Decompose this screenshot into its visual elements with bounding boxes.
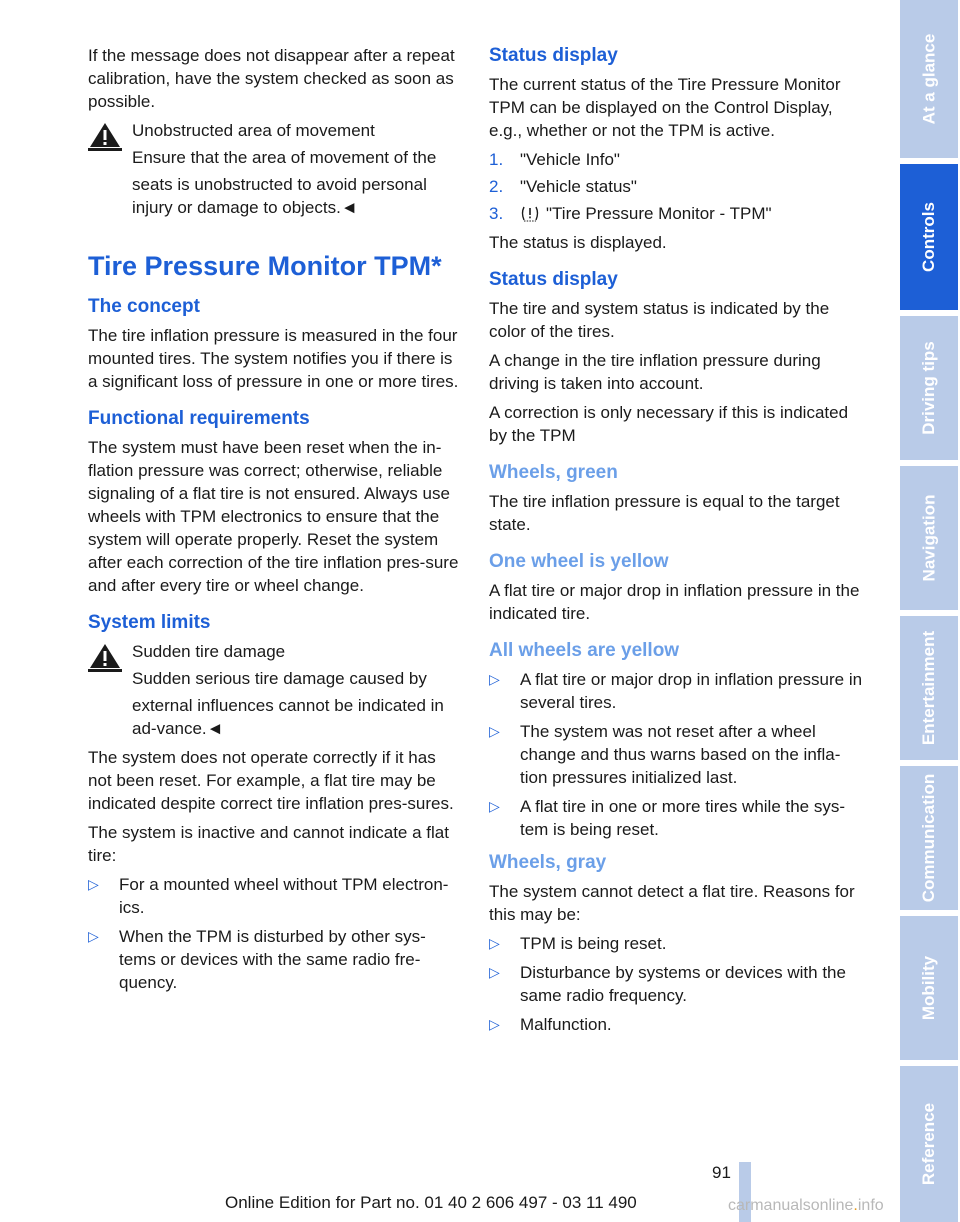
watermark: carmanualsonline.info bbox=[728, 1197, 884, 1214]
left-column bbox=[88, 44, 462, 1000]
concept-text: The tire inflation pressure is measured in the four mounted tires. The system notifies you if there is a significant loss of pressure in one or more tires. bbox=[88, 326, 459, 391]
list-item: ▷ A flat tire or major drop in inflation pressure in several tires. bbox=[489, 670, 863, 712]
footer-edition: Online Edition for Part no. 01 40 2 606 497 - 03 11 490 bbox=[225, 1193, 637, 1212]
warning-text: seats is unobstructed to avoid personal injury or damage to objects.◄ bbox=[132, 175, 427, 217]
heading-requirements: Functional requirements bbox=[88, 408, 310, 429]
list-item: ▷ When the TPM is disturbed by other sys-tems or devices with the same radio fre-quency. bbox=[88, 927, 426, 992]
heading-status-display-1: Status display bbox=[489, 45, 618, 66]
status-after: The status is displayed. bbox=[489, 233, 667, 252]
sidebar-tab-controls[interactable]: Controls bbox=[900, 164, 958, 310]
warning-triangle-icon bbox=[88, 642, 122, 672]
list-item: ▷ A flat tire in one or more tires while the sys-tem is being reset. bbox=[489, 797, 846, 839]
status2-paragraph-3: A correction is only necessary if this is indicated by the TPM bbox=[489, 403, 849, 445]
list-item: ▷ Disturbance by systems or devices with the same radio frequency. bbox=[489, 963, 846, 1005]
chapter-sidebar bbox=[898, 0, 960, 1222]
green-text: The tire inflation pressure is equal to the target state. bbox=[489, 492, 840, 534]
status2-paragraph-2: A change in the tire inflation pressure during driving is taken into account. bbox=[489, 351, 821, 393]
limits-paragraph-1: The system does not operate correctly if it has not been reset. For example, a flat tire may be indicated despite correct tire inflation pres-sures. bbox=[88, 748, 454, 813]
limits-paragraph-2: The system is inactive and cannot indicate a flat tire: bbox=[88, 823, 449, 865]
heading-status-display-2: Status display bbox=[489, 269, 618, 290]
warning-title: Sudden tire damage bbox=[132, 642, 286, 661]
sidebar-tab-at-a-glance[interactable]: At a glance bbox=[900, 0, 958, 158]
heading-wheels-green: Wheels, green bbox=[489, 462, 618, 483]
section-title: Tire Pressure Monitor TPM* bbox=[88, 251, 442, 281]
triangle-bullet-icon: ▷ bbox=[489, 671, 500, 687]
step-item: 1. "Vehicle Info" bbox=[489, 150, 620, 169]
heading-all-wheels-yellow: All wheels are yellow bbox=[489, 640, 680, 661]
heading-one-wheel-yellow: One wheel is yellow bbox=[489, 551, 669, 572]
requirements-text: The system must have been reset when the in-flation pressure was correct; otherwise, reliable signaling of a flat tire is not ensured. Always use wheels with TPM electronics to ensure that the system will operate properly. Reset the system after each correction of the tire inflation pres-sure and after every tire or wheel change. bbox=[88, 438, 459, 595]
warning-text: external influences cannot be indicated in ad-vance.◄ bbox=[132, 696, 444, 738]
list-item: ▷ TPM is being reset. bbox=[489, 934, 667, 953]
list-item: ▷ Malfunction. bbox=[489, 1015, 612, 1034]
status-text: The current status of the Tire Pressure Monitor TPM can be displayed on the Control Display, e.g., whether or not the TPM is active. bbox=[489, 75, 841, 140]
warning-line: Ensure that the area of movement of the bbox=[132, 148, 437, 167]
warning-triangle-icon bbox=[88, 121, 122, 151]
warning-line: Sudden serious tire damage caused by bbox=[132, 669, 427, 688]
triangle-bullet-icon: ▷ bbox=[489, 1016, 500, 1032]
heading-wheels-gray: Wheels, gray bbox=[489, 852, 607, 873]
list-item: ▷ The system was not reset after a wheel change and thus warns based on the infla-tion pressures initialized last. bbox=[489, 722, 841, 787]
sidebar-tab-communication[interactable]: Communication bbox=[900, 766, 958, 910]
right-column bbox=[489, 44, 863, 1042]
limits-list bbox=[88, 873, 462, 994]
all-yellow-list bbox=[489, 668, 863, 841]
sidebar-tab-driving-tips[interactable]: Driving tips bbox=[900, 316, 958, 460]
heading-system-limits: System limits bbox=[88, 612, 211, 633]
triangle-bullet-icon: ▷ bbox=[88, 928, 99, 944]
status2-paragraph-1: The tire and system status is indicated by the color of the tires. bbox=[489, 299, 830, 341]
status-steps bbox=[489, 148, 863, 225]
sidebar-tab-navigation[interactable]: Navigation bbox=[900, 466, 958, 610]
sidebar-tab-entertainment[interactable]: Entertainment bbox=[900, 616, 958, 760]
tire-pressure-icon bbox=[520, 205, 540, 223]
triangle-bullet-icon: ▷ bbox=[489, 964, 500, 980]
step-item: 2. "Vehicle status" bbox=[489, 177, 637, 196]
page-number: 91 bbox=[712, 1163, 731, 1182]
list-item: ▷ For a mounted wheel without TPM electron-ics. bbox=[88, 875, 449, 917]
warning-title: Unobstructed area of movement bbox=[132, 121, 375, 140]
triangle-bullet-icon: ▷ bbox=[88, 876, 99, 892]
sidebar-tab-mobility[interactable]: Mobility bbox=[900, 916, 958, 1060]
heading-concept: The concept bbox=[88, 296, 200, 317]
triangle-bullet-icon: ▷ bbox=[489, 798, 500, 814]
one-yellow-text: A flat tire or major drop in inflation pressure in the indicated tire. bbox=[489, 581, 860, 623]
gray-list bbox=[489, 932, 863, 1036]
triangle-bullet-icon: ▷ bbox=[489, 723, 500, 739]
warning-sudden-tire-damage bbox=[88, 640, 462, 740]
sidebar-tab-reference[interactable]: Reference bbox=[900, 1066, 958, 1222]
step-item: 3. "Tire Pressure Monitor - TPM" bbox=[489, 204, 772, 223]
warning-unobstructed-area bbox=[88, 119, 462, 219]
gray-text: The system cannot detect a flat tire. Reasons for this may be: bbox=[489, 882, 855, 924]
triangle-bullet-icon: ▷ bbox=[489, 935, 500, 951]
intro-paragraph: If the message does not disappear after a repeat calibration, have the system checked as soon as possible. bbox=[88, 46, 455, 111]
